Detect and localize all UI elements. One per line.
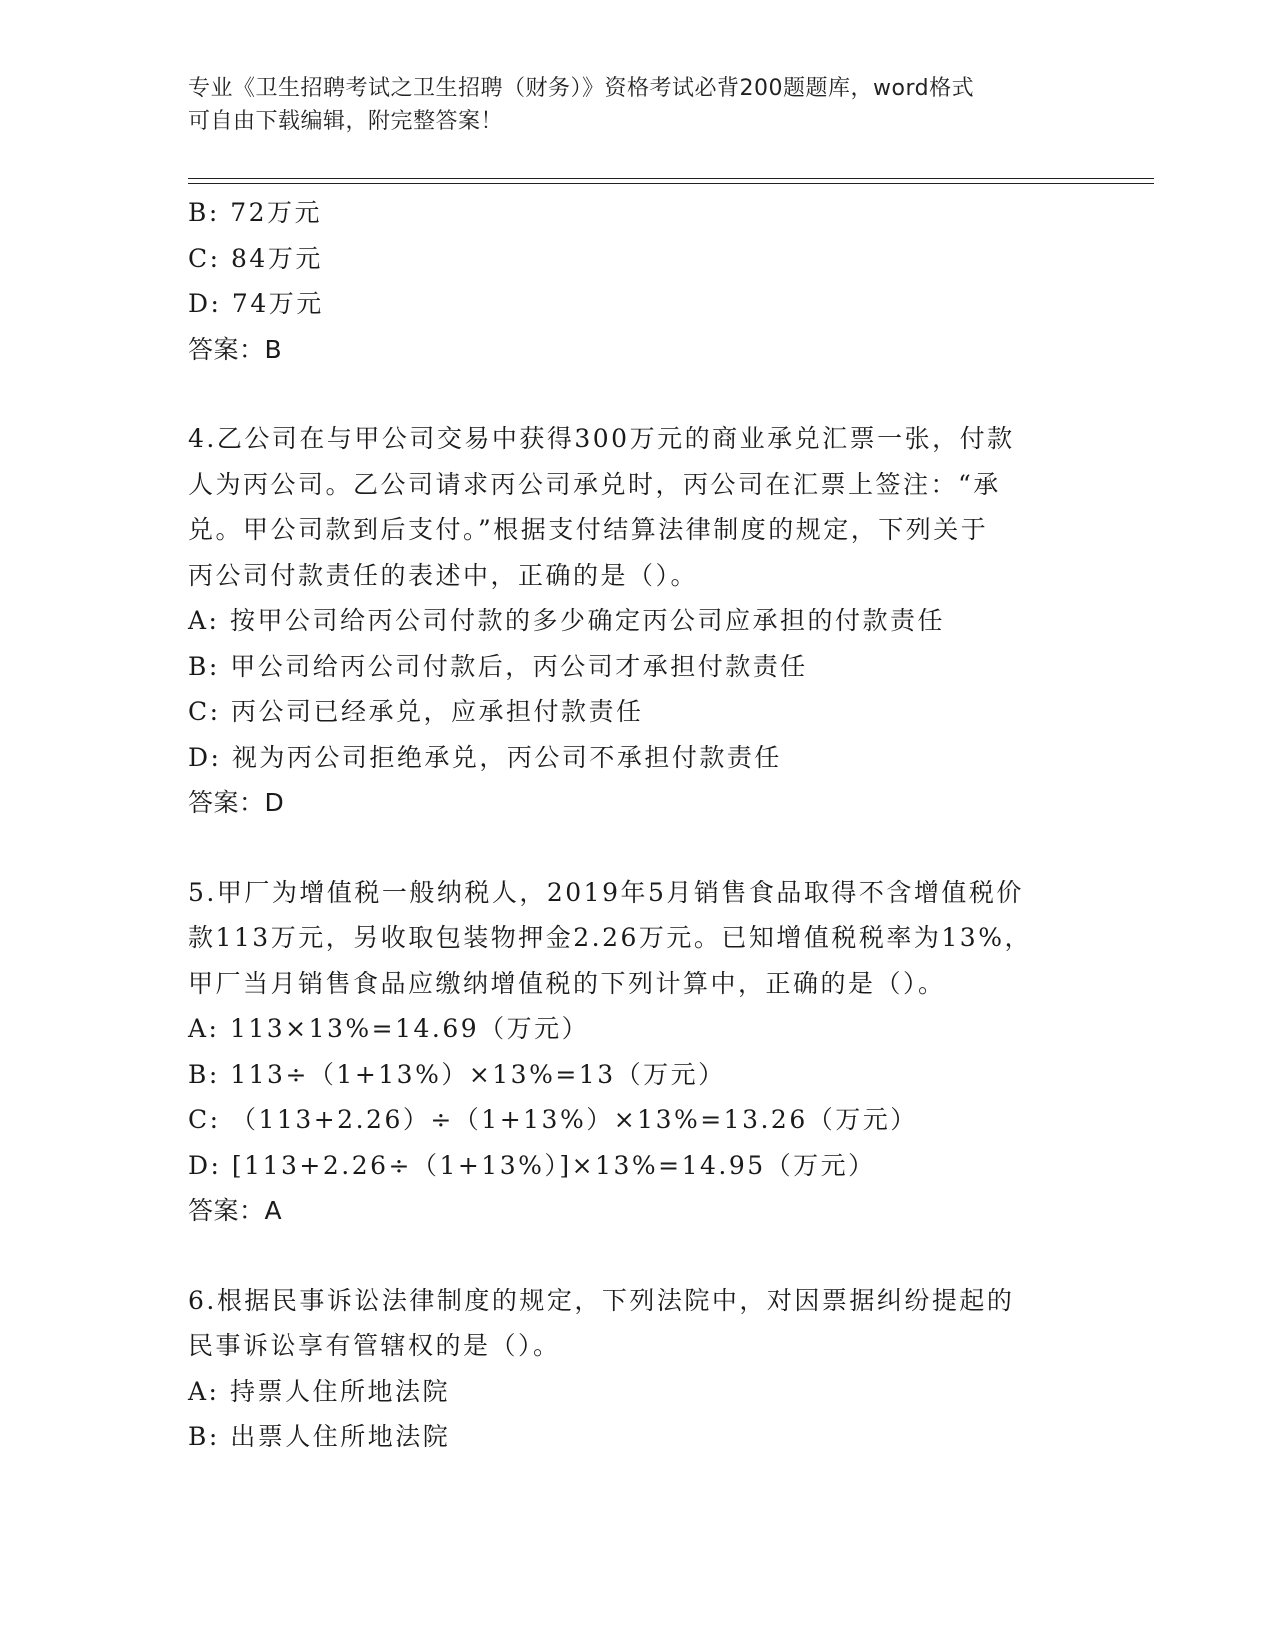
option-letter: C: <box>188 1105 221 1134</box>
option-letter: C: <box>188 243 221 273</box>
option-text: （113+2.26）÷（1+13%）×13%=13.26（万元） <box>231 1105 918 1134</box>
option-letter: A: <box>188 1014 220 1043</box>
option-d <box>188 735 1068 781</box>
option-letter: B: <box>188 1422 220 1451</box>
option-b <box>188 644 1068 690</box>
question-6 <box>188 1278 1068 1460</box>
option-letter: A: <box>188 606 220 635</box>
spacer <box>188 826 1068 870</box>
answer-line: 答案：D <box>188 788 285 817</box>
answer-line: 答案：B <box>188 334 283 364</box>
header-divider-bottom <box>188 183 1154 184</box>
option-letter: B: <box>188 651 220 681</box>
option-text: 视为丙公司拒绝承兑，丙公司不承担付款责任 <box>231 742 782 772</box>
question-5 <box>188 870 1068 1234</box>
option-text: 84万元 <box>231 243 323 273</box>
answer-line: 答案：A <box>188 1196 283 1225</box>
spacer <box>188 372 1068 416</box>
option-a <box>188 1006 1068 1052</box>
question-stem-line: 5.甲厂为增值税一般纳税人，2019年5月销售食品取得不含增值税价 <box>188 877 1024 907</box>
option-a <box>188 598 1068 644</box>
option-text: 72万元 <box>230 198 323 227</box>
option-c <box>188 689 1068 735</box>
question-stem-line: 款113万元，另收取包装物押金2.26万元。已知增值税税率为13%， <box>188 923 1032 952</box>
option-b <box>188 1052 1068 1098</box>
option-text: 113÷（1+13%）×13%=13（万元） <box>230 1059 726 1089</box>
question-3-tail <box>188 190 1068 372</box>
option-d <box>188 1143 1068 1189</box>
header-title-line-2: 可自由下载编辑，附完整答案！ <box>188 109 504 134</box>
question-stem-line: 人为丙公司。乙公司请求丙公司承兑时，丙公司在汇票上签注：“承 <box>188 469 1001 499</box>
header-divider-top <box>188 178 1154 179</box>
option-a <box>188 1369 1068 1415</box>
option-letter: D: <box>188 742 222 772</box>
question-4 <box>188 416 1068 826</box>
document-header <box>188 72 1088 138</box>
option-b <box>188 1414 1068 1460</box>
question-content <box>188 190 1068 1460</box>
question-stem-line: 丙公司付款责任的表述中，正确的是（）。 <box>188 560 699 590</box>
option-text: 持票人住所地法院 <box>229 1376 450 1406</box>
question-stem-line: 6.根据民事诉讼法律制度的规定，下列法院中，对因票据纠纷提起的 <box>188 1285 1015 1315</box>
option-letter: C: <box>188 697 221 726</box>
question-stem-line: 民事诉讼享有管辖权的是（）。 <box>188 1331 561 1360</box>
option-text: 甲公司给丙公司付款后，丙公司才承担付款责任 <box>230 651 808 681</box>
option-letter: B: <box>188 1059 220 1089</box>
option-c <box>188 1097 1068 1143</box>
option-letter: D: <box>188 289 222 318</box>
option-b <box>188 190 1068 236</box>
spacer <box>188 1234 1068 1278</box>
option-c <box>188 236 1068 282</box>
option-letter: D: <box>188 1150 222 1180</box>
header-title-line-1: 专业《卫生招聘考试之卫生招聘（财务）》资格考试必背200题题库，word格式 <box>188 76 975 101</box>
option-letter: B: <box>188 198 220 227</box>
question-stem-line: 甲厂当月销售食品应缴纳增值税的下列计算中，正确的是（）。 <box>188 968 946 998</box>
question-stem-line: 兑。甲公司款到后支付。”根据支付结算法律制度的规定，下列关于 <box>188 515 989 544</box>
option-d <box>188 281 1068 327</box>
question-stem-line: 4.乙公司在与甲公司交易中获得300万元的商业承兑汇票一张，付款 <box>188 424 1015 453</box>
option-text: 丙公司已经承兑，应承担付款责任 <box>231 697 644 726</box>
option-text: 74万元 <box>231 289 324 318</box>
option-text: [113+2.26÷（1+13%）]×13%=14.95（万元） <box>231 1150 876 1180</box>
option-text: 出票人住所地法院 <box>230 1422 451 1451</box>
option-text: 按甲公司给丙公司付款的多少确定丙公司应承担的付款责任 <box>229 606 945 635</box>
option-letter: A: <box>188 1376 220 1406</box>
option-text: 113×13%=14.69（万元） <box>229 1014 590 1043</box>
